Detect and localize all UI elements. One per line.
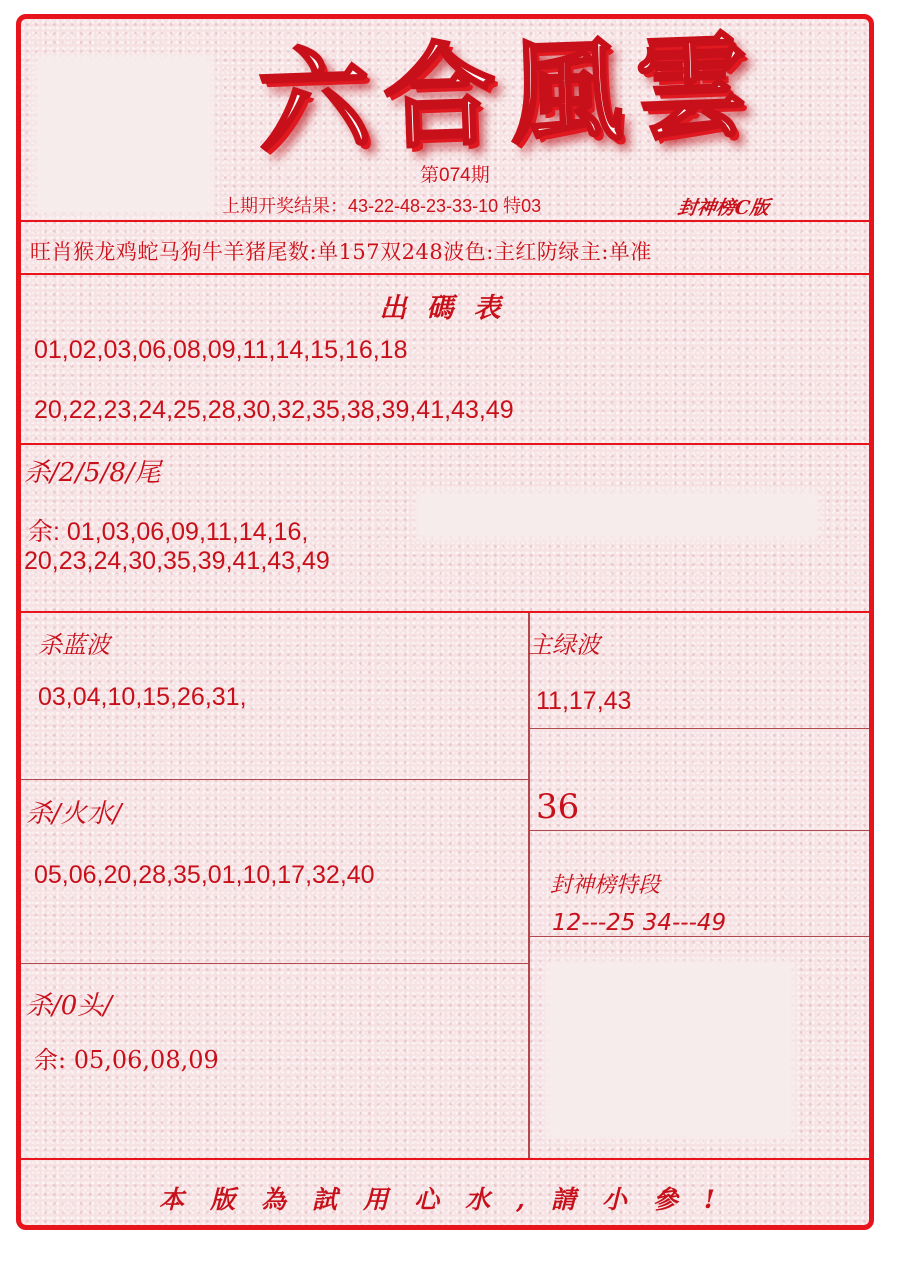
kill-blue-numbers: 03,04,10,15,26,31, <box>38 683 247 711</box>
obscured-logo <box>34 55 214 215</box>
chuma-heading: 出碼表 <box>379 293 521 324</box>
edition-label: 封神榜C版 <box>676 197 771 219</box>
single-number: 36 <box>536 787 580 827</box>
column-divider <box>528 613 530 1159</box>
divider <box>21 963 528 964</box>
special-range-value: 12---25 34---49 <box>552 910 727 936</box>
kill-fire-water-numbers: 05,06,20,28,35,01,10,17,32,40 <box>34 861 375 889</box>
divider <box>530 728 869 729</box>
kill-zero-head-rest: 余: 05,06,08,09 <box>34 1046 219 1074</box>
kill-blue-label: 杀蓝波 <box>38 631 110 659</box>
footer-note: 本版為試用心水,請小參! <box>159 1185 741 1214</box>
main-green-label: 主绿波 <box>528 631 600 659</box>
obscured-banner <box>415 490 820 540</box>
divider <box>21 443 869 445</box>
divider <box>21 273 869 275</box>
page-title: 六合風雲 <box>255 20 765 169</box>
divider <box>530 830 869 831</box>
chuma-row-1: 01,02,03,06,08,09,11,14,15,16,18 <box>34 336 408 364</box>
main-green-numbers: 11,17,43 <box>536 687 632 715</box>
divider <box>530 936 869 937</box>
kill-tail-rest-1: 余: 01,03,06,09,11,14,16, <box>28 518 309 546</box>
divider <box>21 220 869 222</box>
last-draw-result: 上期开奖结果：43-22-48-23-33-10 特03 <box>222 196 542 216</box>
divider <box>21 779 528 780</box>
issue-number: 第074期 <box>420 165 490 186</box>
divider <box>21 611 869 613</box>
divider <box>21 1158 869 1160</box>
obscured-image <box>545 960 795 1140</box>
kill-tail-label: 杀/2/5/8/尾 <box>24 458 161 488</box>
special-range-label: 封神榜特段 <box>550 873 661 898</box>
kill-zero-head-label: 杀/0头/ <box>26 991 113 1021</box>
chuma-row-2: 20,22,23,24,25,28,30,32,35,38,39,41,43,49 <box>34 396 514 424</box>
summary-line: 旺肖猴龙鸡蛇马狗牛羊猪尾数:单157双248波色:主红防绿主:单准 <box>30 240 652 264</box>
kill-fire-water-label: 杀/火水/ <box>26 799 122 829</box>
kill-tail-rest-2: 20,23,24,30,35,39,41,43,49 <box>24 547 330 575</box>
